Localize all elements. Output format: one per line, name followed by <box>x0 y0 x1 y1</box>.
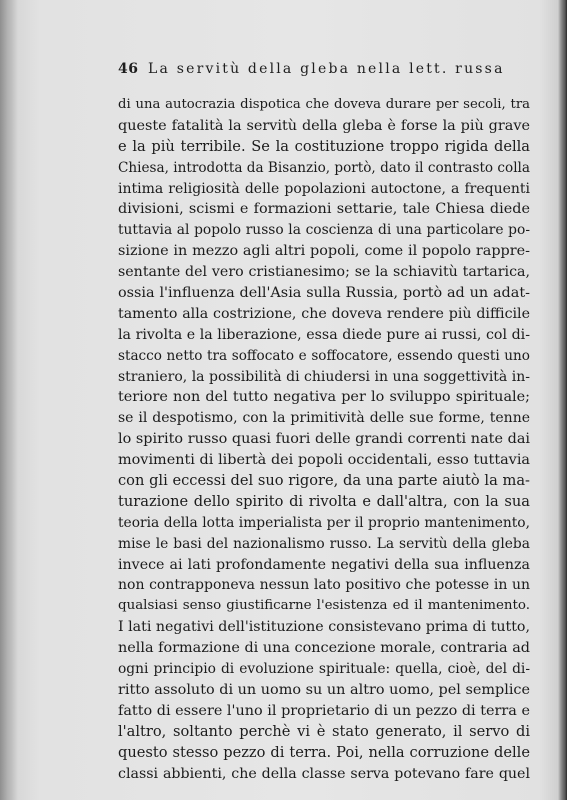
running-title: La servitù della gleba nella lett. russa <box>148 61 505 77</box>
text-line: invece ai lati profondamente negativi della sua influenza <box>118 556 530 573</box>
text-line: teoria della lotta imperialista per il proprio mantenimento, <box>118 514 530 531</box>
text-line: Chiesa, introdotta da Bisanzio, portò, dato il contrasto colla <box>118 159 531 176</box>
text-line: teriore non del tutto negativa per lo sviluppo spirituale; <box>118 389 530 406</box>
text-line: lo spirito russo quasi fuori delle grandi correnti nate dai <box>118 431 530 448</box>
text-line: nella formazione di una concezione morale, contraria ad <box>118 640 530 657</box>
text-line: con gli eccessi del suo rigore, da una parte aiutò la ma- <box>118 472 530 490</box>
text-line: la rivolta e la liberazione, essa diede pure ai russi, col di- <box>118 326 530 343</box>
text-line: fatto di essere l'uno il proprietario di un pezzo di terra e <box>118 702 530 719</box>
text-line: classi abbienti, che della classe serva potevano fare quel <box>118 765 530 782</box>
text-line: ogni principio di evoluzione spirituale: quella, cioè, del di- <box>118 661 530 678</box>
text-line: e la più terribile. Se la costituzione troppo rigida della <box>118 137 530 155</box>
text-line: mise le basi del nazionalismo russo. La servitù della gleba <box>118 535 530 552</box>
text-line: sentante del vero cristianesimo; se la schiavitù tartarica, <box>118 264 530 281</box>
text-line: tamento alla costrizione, che doveva rendere più difficile <box>118 305 530 322</box>
text-line: se il despotismo, con la primitività delle sue forme, tenne <box>118 410 530 427</box>
text-line: ritto assoluto di un uomo su un altro uomo, pel semplice <box>118 681 530 698</box>
text-line: non contrapponeva nessun lato positivo che potesse in un <box>118 577 530 594</box>
text-line: qualsiasi senso giustificarne l'esistenza ed il mantenimento. <box>118 598 530 614</box>
text-line: I lati negativi dell'istituzione consistevano prima di tutto, <box>118 619 530 636</box>
text-line: queste fatalità la servitù della gleba è forse la più grave <box>118 117 530 134</box>
text-line: turazione dello spirito di rivolta e dall'altra, con la sua <box>118 492 530 510</box>
text-line: l'altro, soltanto perchè vi è stato generato, il servo di <box>118 722 530 740</box>
page-header <box>118 61 504 83</box>
page-edge-shadow <box>558 0 567 800</box>
text-line: tuttavia al popolo russo la coscienza di una particolare po- <box>118 222 530 239</box>
text-line: stacco netto tra soffocato e soffocatore, essendo questi uno <box>118 347 530 364</box>
text-line: sizione in mezzo agli altri popoli, come il popolo rappre- <box>118 243 530 260</box>
text-line: movimenti di libertà dei popoli occidentali, esso tuttavia <box>118 452 530 469</box>
text-line: di una autocrazia dispotica che doveva durare per secoli, tra <box>118 97 530 112</box>
text-line: straniero, la possibilità di chiudersi in una soggettività in- <box>118 368 530 385</box>
text-line: ossia l'influenza dell'Asia sulla Russia, portò ad un adat- <box>118 285 530 302</box>
text-line: questo stesso pezzo di terra. Poi, nella corruzione delle <box>118 743 530 761</box>
text-line: intima religiosità delle popolazioni autoctone, a frequenti <box>118 180 530 197</box>
page-number: 46 <box>118 61 139 77</box>
text-line: divisioni, scismi e formazioni settarie, tale Chiesa diede <box>118 201 530 218</box>
body-text <box>118 95 530 784</box>
page-binding-shadow <box>0 0 18 800</box>
